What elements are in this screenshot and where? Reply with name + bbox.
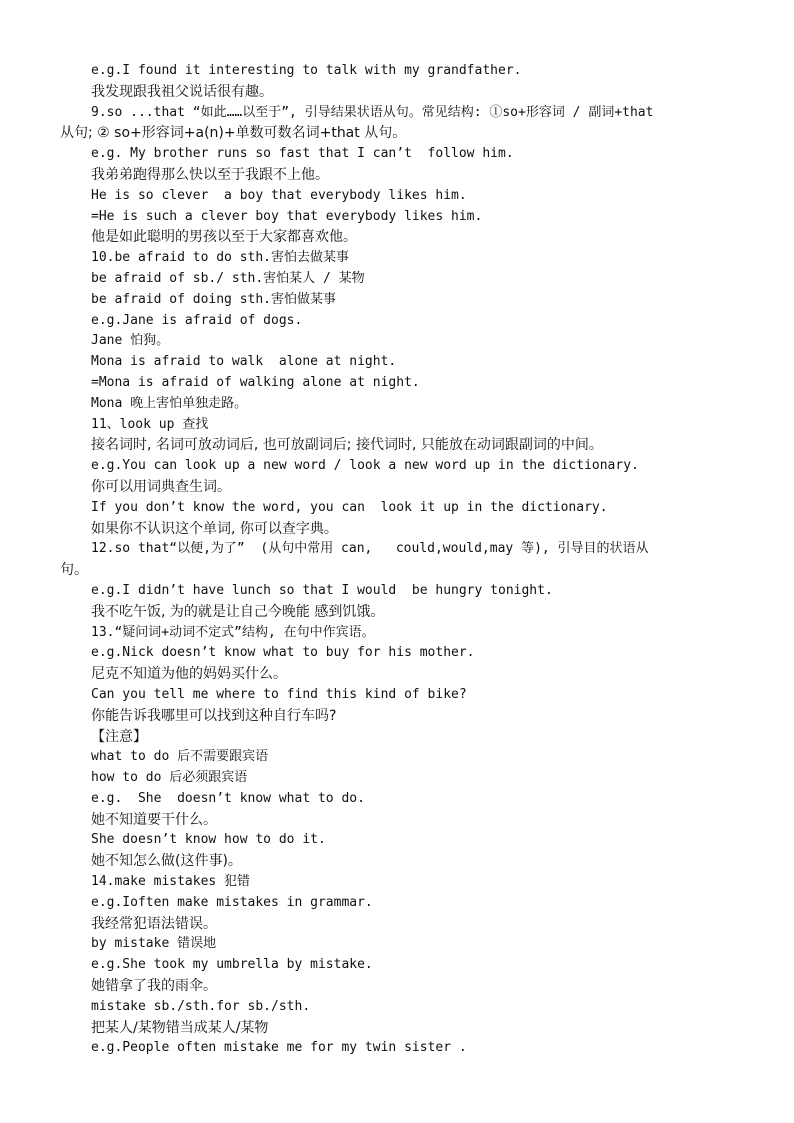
text-line: Jane 怕狗。 [91, 333, 170, 349]
text-line: 接名词时, 名词可放动词后, 也可放副词后; 接代词时, 只能放在动词跟副词的中间。 [91, 437, 603, 454]
text-line: e.g.She took my umbrella by mistake. [91, 957, 373, 973]
text-line: e.g.I didn’t have lunch so that I would be hungry tonight. [91, 582, 553, 598]
text-line: mistake sb./sth.for sb./sth. [91, 998, 311, 1014]
document-body [60, 61, 740, 1059]
text-line: 12.so that“以便,为了” (从句中常用 can, could,would,may 等), 引导目的状语从 [91, 541, 649, 557]
text-line: e.g.Ioften make mistakes in grammar. [91, 894, 373, 910]
text-line: 我弟弟跑得那么快以至于我跟不上他。 [91, 166, 329, 183]
text-line: 我发现跟我祖父说话很有趣。 [91, 83, 273, 100]
text-line: e.g.I found it interesting to talk with my grandfather. [91, 63, 522, 78]
text-line: how to do 后必须跟宾语 [91, 770, 248, 786]
text-line: e.g. My brother runs so fast that I can’t follow him. [91, 146, 514, 162]
text-line: 把某人/某物错当成某人/某物 [91, 1019, 269, 1036]
text-line: 你可以用词典查生词。 [91, 478, 231, 495]
text-line: 14.make mistakes 犯错 [91, 874, 251, 890]
text-line: 我经常犯语法错误。 [91, 915, 217, 932]
text-line: 你能告诉我哪里可以找到这种自行车吗? [91, 707, 337, 724]
text-line: 10.be afraid to do sth.害怕去做某事 [91, 250, 350, 266]
text-line: e.g.Nick doesn’t know what to buy for his mother. [91, 645, 475, 661]
text-line: He is so clever a boy that everybody likes him. [91, 187, 467, 203]
text-line: 如果你不认识这个单词, 你可以查字典。 [91, 520, 338, 537]
text-line: e.g.People often mistake me for my twin sister . [91, 1040, 467, 1056]
text-line: 她不知怎么做(这件事)。 [91, 853, 242, 870]
text-line: Can you tell me where to find this kind of bike? [91, 686, 467, 702]
text-line: 11、look up 查找 [91, 416, 209, 432]
text-line: 句。 [60, 562, 88, 579]
text-line: Mona is afraid to walk alone at night. [91, 354, 397, 370]
text-line: e.g.Jane is afraid of dogs. [91, 312, 303, 328]
text-line: 他是如此聪明的男孩以至于大家都喜欢他。 [91, 229, 357, 246]
text-line: She doesn’t know how to do it. [91, 832, 326, 848]
text-line: be afraid of doing sth.害怕做某事 [91, 291, 337, 307]
text-line: e.g. She doesn’t know what to do. [91, 790, 365, 806]
text-line: what to do 后不需要跟宾语 [91, 749, 269, 765]
text-line: be afraid of sb./ sth.害怕某人 / 某物 [91, 270, 365, 286]
text-line: 13.“疑问词+动词不定式”结构, 在句中作宾语。 [91, 624, 375, 640]
text-line: 她不知道要干什么。 [91, 811, 217, 828]
text-line: 9.so ...that “如此……以至于”, 引导结果状语从句。常见结构: ①so+形容词 / 副词+that [91, 104, 654, 120]
text-line: 我不吃午饭, 为的就是让自己今晚能 感到饥饿。 [91, 603, 385, 620]
text-line: 她错拿了我的雨伞。 [91, 978, 217, 995]
text-line: 【注意】 [91, 728, 147, 745]
text-line: 从句; ② so+形容词+a(n)+单数可数名词+that 从句。 [60, 125, 407, 142]
text-line: e.g.You can look up a new word / look a new word up in the dictionary. [91, 458, 639, 474]
text-line: 尼克不知道为他的妈妈买什么。 [91, 666, 287, 683]
text-line: Mona 晚上害怕单独走路。 [91, 395, 248, 411]
text-line: If you don’t know the word, you can look it up in the dictionary. [91, 499, 608, 515]
text-line: by mistake 错误地 [91, 936, 217, 952]
text-line: =He is such a clever boy that everybody likes him. [91, 208, 483, 224]
text-line: =Mona is afraid of walking alone at night. [91, 374, 420, 390]
